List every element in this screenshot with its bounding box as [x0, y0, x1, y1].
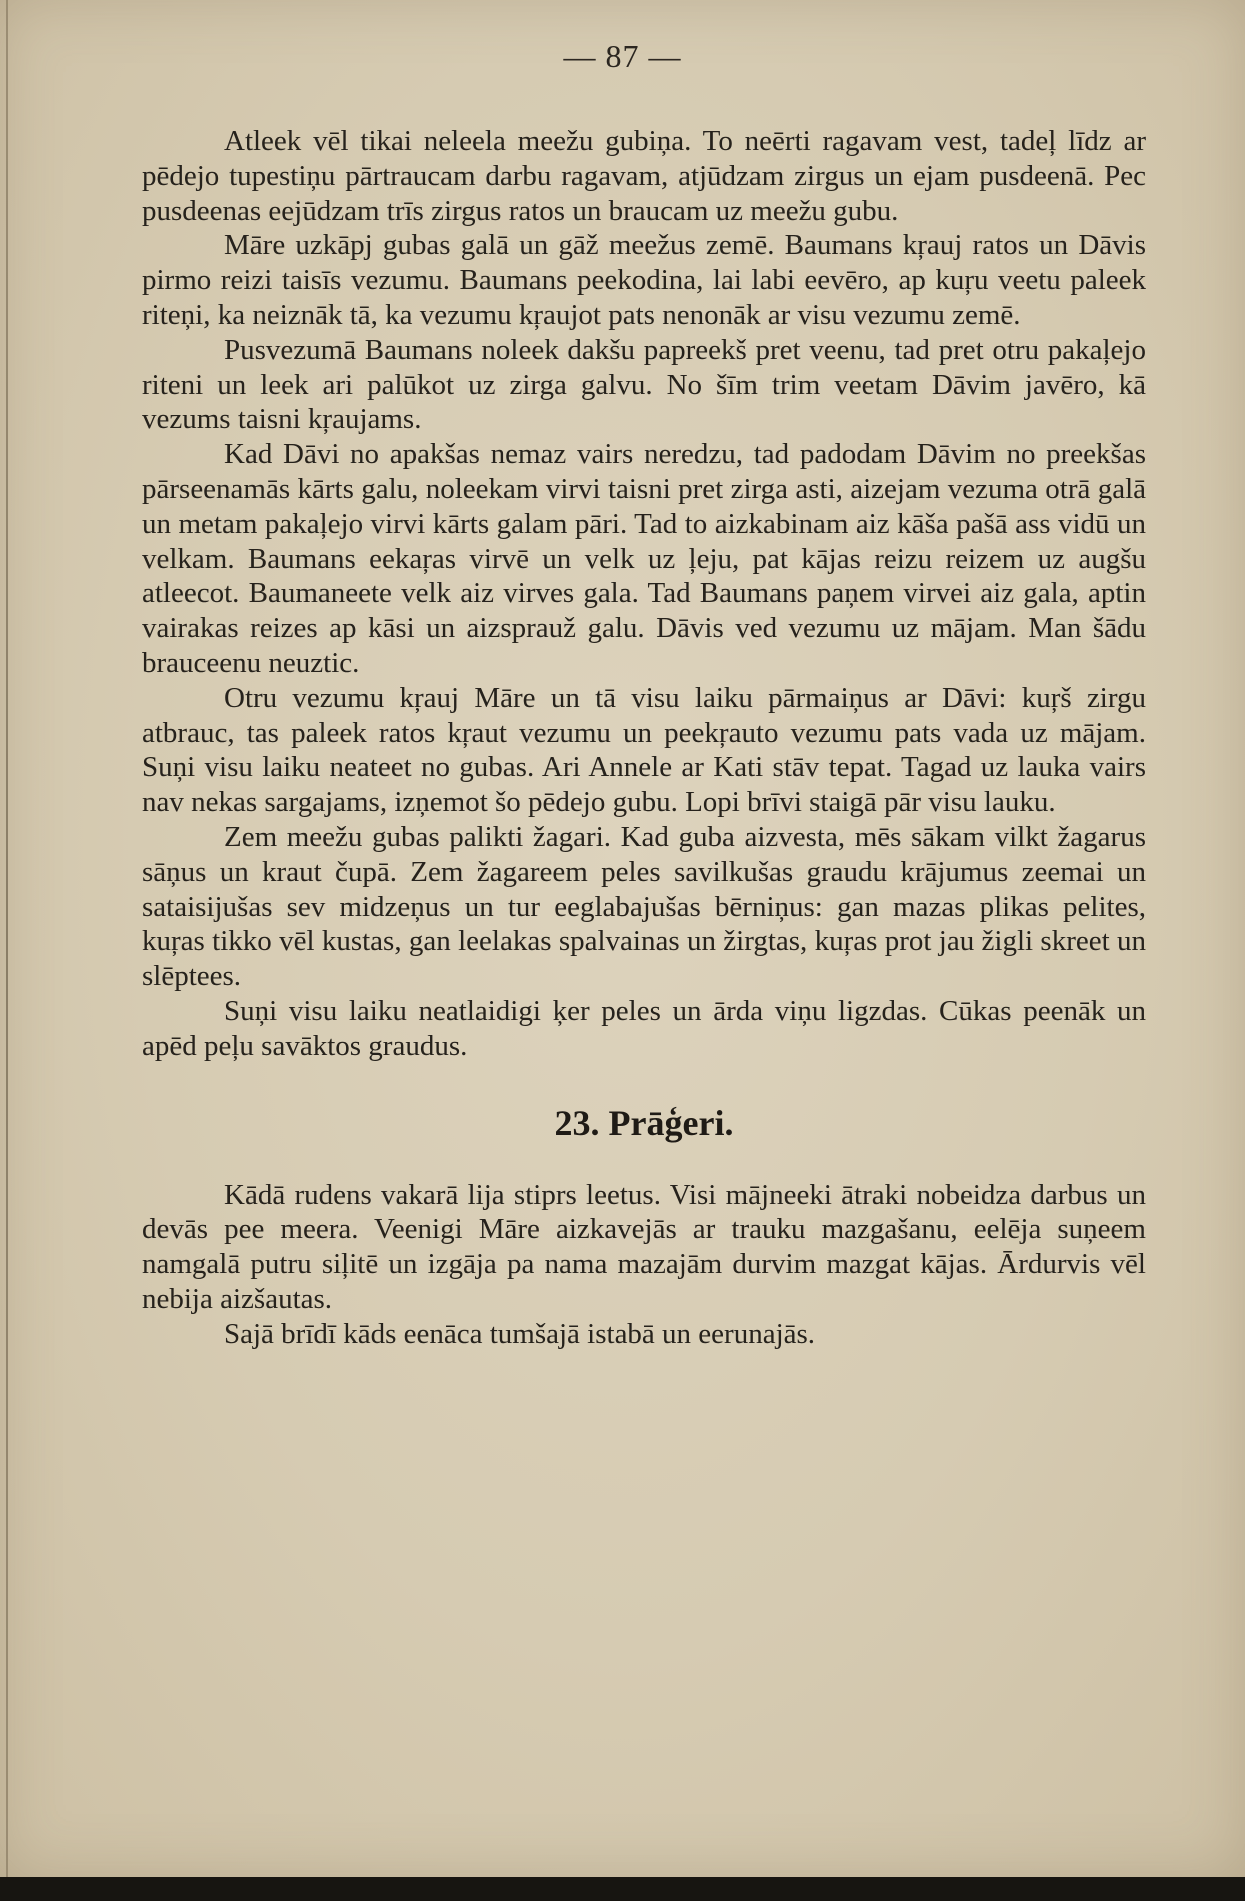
paragraph: Pusvezumā Baumans noleek dakšu papreekš pret veenu, tad pret otru pakaļejo riteni un leek ari palūkot uz zirga galvu. No šīm trim veetam Dāvim javēro, kā vezums taisni kŗaujams.: [142, 333, 1146, 436]
paragraph: Suņi visu laiku neatlaidigi ķer peles un ārda viņu ligzdas. Cūkas peenāk un apēd peļu savāktos graudus.: [142, 994, 1146, 1062]
paragraph: Kādā rudens vakarā lija stiprs leetus. Visi mājneeki ātraki nobeidza darbus un devās pee meera. Veenigi Māre aizkavejās ar trauku mazgašanu, eelēja suņeem namgalā putru siļitē un izgāja pa nama mazajām durvim mazgat kājas. Ārdurvis vēl nebija aizšautas.: [142, 1178, 1146, 1315]
page-number: — 87 —: [563, 38, 682, 74]
scan-bottom-edge: [0, 1877, 1245, 1901]
paragraph: Kad Dāvi no apakšas nemaz vairs neredzu, tad padodam Dāvim no preekšas pārseenamās kārts galu, noleekam virvi taisni pret zirga asti, aizejam vezuma otrā galā un metam pakaļejo virvi kārts galam pāri. Tad to aizkabinam aiz kāša pašā ass vidū un velkam. Baumans eekaŗas virvē un velk uz ļeju, pat kājas reizu reizem uz augšu atleecot. Baumaneete velk aiz virves gala. Tad Baumans paņem virvei aiz gala, aptin vairakas reizes ap kāsi un aizsprauž galu. Dāvis ved vezumu uz mājam. Man šādu brauceenu neuztic.: [142, 438, 1146, 679]
paragraph: Māre uzkāpj gubas galā un gāž meežus zemē. Baumans kŗauj ratos un Dāvis pirmo reizi taisīs vezumu. Baumans peekodina, lai labi eevēro, ap kuŗu veetu paleek riteņi, ka neiznāk tā, ka vezumu kŗaujot pats nenonāk ar visu vezumu zemē.: [142, 229, 1146, 331]
paragraph: Otru vezumu kŗauj Māre un tā visu laiku pārmaiņus ar Dāvi: kuŗš zirgu atbrauc, tas paleek ratos kŗaut vezumu un peekŗauto vezumu pats vada uz mājam. Suņi visu laiku neateet no gubas. Ari Annele ar Kati stāv tepat. Tagad uz lauka vairs nav nekas sargajams, izņemot šo pēdejo gubu. Lopi brīvi staigā pār visu lauku.: [142, 681, 1146, 819]
page-spine-edge: [6, 0, 8, 1877]
paragraph: Sajā brīdī kāds eenāca tumšajā istabā un eerunajās.: [224, 1317, 816, 1350]
page-text-block: [142, 124, 1146, 1352]
paragraph: Zem meežu gubas palikti žagari. Kad guba aizvesta, mēs sākam vilkt žagarus sāņus un kraut čupā. Zem žagareem peles savilkušas graudu krājumus zeemai un sataisijušas sev midzeņus un tur eeglabajušas bērniņus: gan mazas plikas pelites, kuŗas tikko vēl kustas, gan leelakas spalvainas un žirgtas, kuŗas prot jau žigli skreet un slēptees.: [142, 820, 1146, 993]
section-heading: 23. Prāģeri.: [554, 1102, 734, 1143]
paragraph: Atleek vēl tikai neleela meežu gubiņa. To neērti ragavam vest, tadeļ līdz ar pēdejo tupestiņu pārtraucam darbu ragavam, atjūdzam zirgus un ejam pusdeenā. Pec pusdeenas eejūdzam trīs zirgus ratos un braucam uz meežu gubu.: [142, 125, 1146, 227]
